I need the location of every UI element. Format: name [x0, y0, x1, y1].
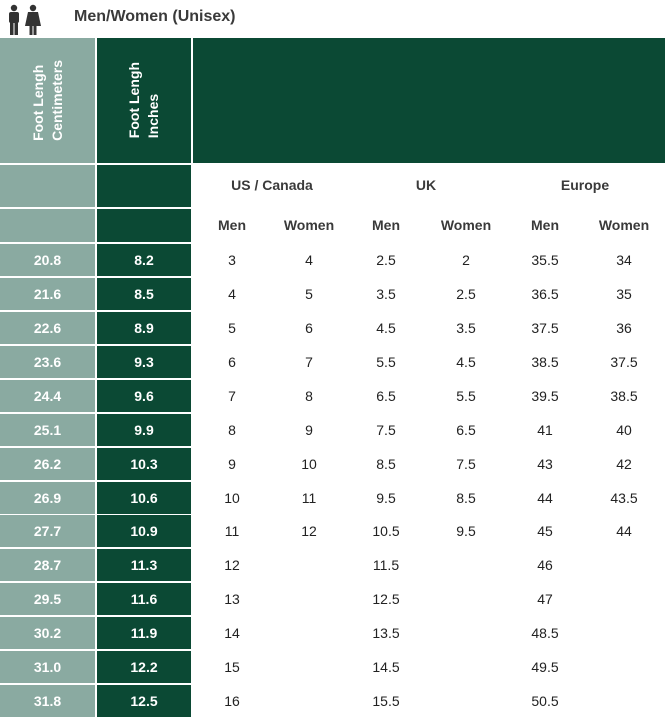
cm-value: 29.5: [0, 583, 95, 615]
page-title: Men/Women (Unisex): [74, 8, 236, 25]
inches-label-line: Inches: [145, 94, 161, 139]
cm-value: 28.7: [0, 549, 95, 581]
uk-women-size: 2: [462, 252, 470, 268]
us-women-size: 4: [305, 252, 313, 268]
eu-women-size: 40: [616, 422, 632, 438]
eu-women-size: 44: [616, 523, 632, 539]
inches-value: 10.9: [97, 515, 191, 547]
cm-value: 30.2: [0, 617, 95, 649]
eu-women-size: 35: [616, 286, 632, 302]
uk-women-size: 6.5: [456, 422, 476, 438]
uk-women-size: 8.5: [456, 490, 476, 506]
cm-value: 22.6: [0, 312, 95, 344]
eu-men-size: 45: [537, 523, 553, 539]
us-men-size: 10: [224, 490, 240, 506]
inches-value: 8.2: [97, 244, 191, 276]
eu-men-size: 44: [537, 490, 553, 506]
uk-men-size: 13.5: [372, 625, 400, 641]
uk-men-size: 15.5: [372, 693, 400, 709]
eu-women-size: 36: [616, 320, 632, 336]
uk-women-size: 3.5: [456, 320, 476, 336]
sub-header: Women: [598, 217, 650, 233]
cm-value: 27.7: [0, 515, 95, 547]
us-men-size: 12: [224, 557, 240, 573]
inches-value: 8.5: [97, 278, 191, 310]
inches-column-label: [125, 62, 163, 138]
eu-men-size: 46: [537, 557, 553, 573]
inches-value: 8.9: [97, 312, 191, 344]
group-header: US / Canada: [231, 177, 313, 193]
eu-women-size: 37.5: [610, 354, 638, 370]
uk-men-size: 11.5: [372, 557, 400, 573]
eu-men-size: 38.5: [531, 354, 559, 370]
cm-label-line: Centimeters: [48, 60, 65, 141]
us-men-size: 11: [224, 523, 240, 539]
us-men-size: 13: [224, 591, 240, 607]
cm-value: 23.6: [0, 346, 95, 378]
us-men-size: 8: [228, 422, 236, 438]
eu-women-size: 43.5: [610, 490, 638, 506]
uk-women-size: 4.5: [456, 354, 476, 370]
inches-spacer-cell: [97, 165, 191, 207]
header-banner: [193, 38, 665, 163]
us-men-size: 7: [228, 388, 236, 404]
uk-men-size: 7.5: [376, 422, 396, 438]
eu-men-size: 39.5: [531, 388, 559, 404]
eu-men-size: 48.5: [531, 625, 559, 641]
cm-value: 31.0: [0, 651, 95, 683]
group-header: Europe: [560, 177, 610, 193]
eu-men-size: 49.5: [531, 659, 559, 675]
inches-spacer-cell: [97, 209, 191, 242]
us-men-size: 6: [228, 354, 236, 370]
eu-men-size: 41: [537, 422, 553, 438]
cm-spacer-cell: [0, 165, 95, 207]
inches-value: 10.6: [97, 482, 191, 514]
us-men-size: 5: [228, 320, 236, 336]
inches-value: 9.9: [97, 414, 191, 446]
us-women-size: 12: [301, 523, 317, 539]
cm-value: 25.1: [0, 414, 95, 446]
uk-women-size: 7.5: [456, 456, 476, 472]
eu-men-size: 36.5: [531, 286, 559, 302]
uk-men-size: 8.5: [376, 456, 396, 472]
us-women-size: 6: [305, 320, 313, 336]
group-header: UK: [415, 177, 437, 193]
us-women-size: 11: [301, 490, 317, 506]
uk-women-size: 5.5: [456, 388, 476, 404]
cm-value: 21.6: [0, 278, 95, 310]
cm-value: 31.8: [0, 685, 95, 717]
inches-value: 11.6: [97, 583, 191, 615]
cm-value: 26.2: [0, 448, 95, 480]
sub-header: Men: [531, 217, 559, 233]
us-men-size: 16: [224, 693, 240, 709]
header: [0, 0, 665, 38]
men-women-icon: [4, 4, 44, 36]
cm-value: 26.9: [0, 482, 95, 514]
eu-women-size: 34: [616, 252, 632, 268]
sub-header: Men: [218, 217, 246, 233]
us-men-size: 14: [224, 625, 240, 641]
uk-men-size: 12.5: [372, 591, 400, 607]
uk-men-size: 4.5: [376, 320, 396, 336]
eu-women-size: 42: [616, 456, 632, 472]
inches-value: 12.2: [97, 651, 191, 683]
eu-men-size: 35.5: [531, 252, 559, 268]
inches-value: 10.3: [97, 448, 191, 480]
eu-men-size: 37.5: [531, 320, 559, 336]
inches-value: 11.9: [97, 617, 191, 649]
uk-men-size: 10.5: [372, 523, 400, 539]
inches-value: 12.5: [97, 685, 191, 717]
uk-men-size: 6.5: [376, 388, 396, 404]
inches-value: 11.3: [97, 549, 191, 581]
eu-men-size: 47: [537, 591, 553, 607]
us-men-size: 15: [224, 659, 240, 675]
us-women-size: 7: [305, 354, 313, 370]
uk-men-size: 5.5: [376, 354, 396, 370]
us-men-size: 4: [228, 286, 236, 302]
eu-men-size: 50.5: [531, 693, 559, 709]
uk-men-size: 14.5: [372, 659, 400, 675]
uk-women-size: 2.5: [456, 286, 476, 302]
sub-header: Women: [283, 217, 335, 233]
us-women-size: 9: [305, 422, 313, 438]
cm-spacer-cell: [0, 209, 95, 242]
us-women-size: 5: [305, 286, 313, 302]
cm-column-label: [29, 60, 67, 141]
us-men-size: 9: [228, 456, 236, 472]
uk-men-size: 2.5: [376, 252, 396, 268]
cm-value: 24.4: [0, 380, 95, 412]
eu-men-size: 43: [537, 456, 553, 472]
inches-label-line: Foot Lengh: [126, 62, 142, 139]
us-women-size: 8: [305, 388, 313, 404]
inches-value: 9.3: [97, 346, 191, 378]
us-women-size: 10: [301, 456, 317, 472]
sub-header: Men: [372, 217, 400, 233]
cm-value: 20.8: [0, 244, 95, 276]
cm-column-header: [0, 38, 95, 163]
sub-header: Women: [440, 217, 492, 233]
inches-value: 9.6: [97, 380, 191, 412]
inches-column-header: [97, 38, 191, 163]
uk-women-size: 9.5: [456, 523, 476, 539]
us-men-size: 3: [228, 252, 236, 268]
uk-men-size: 9.5: [376, 490, 396, 506]
eu-women-size: 38.5: [610, 388, 638, 404]
cm-label-line: Foot Lengh: [29, 64, 46, 141]
uk-men-size: 3.5: [376, 286, 396, 302]
